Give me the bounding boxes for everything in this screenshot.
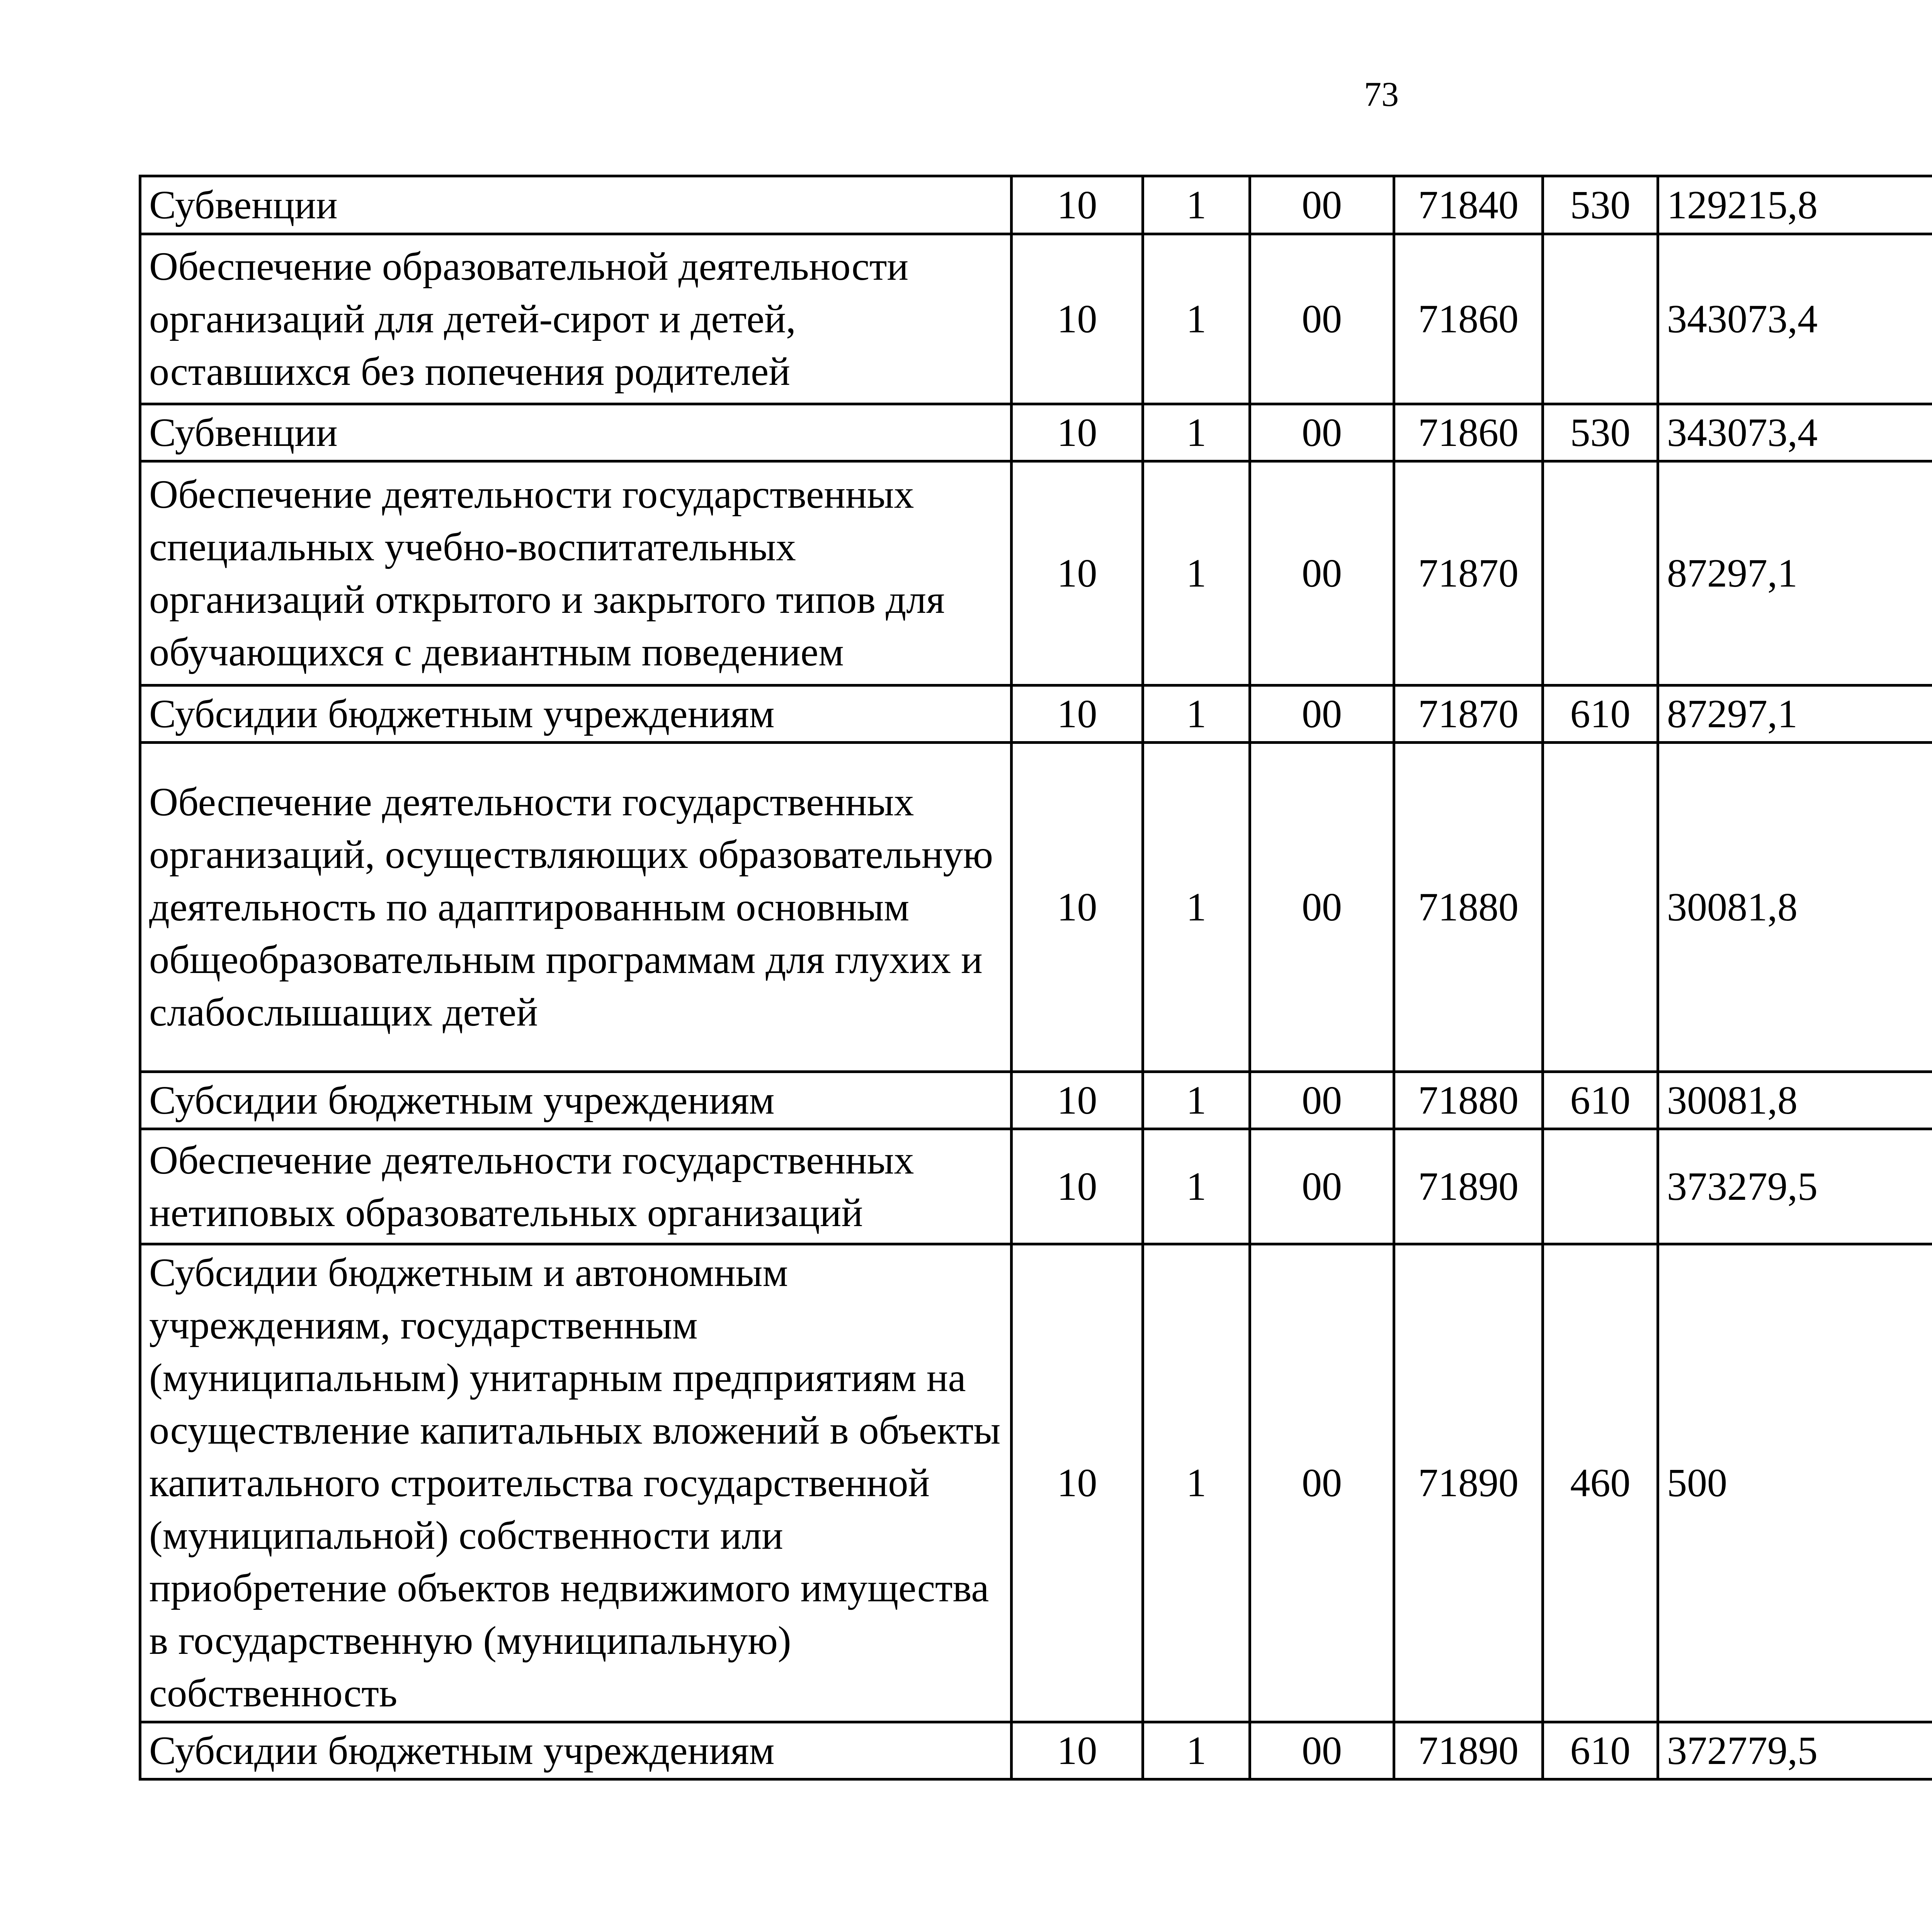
expense-type-code: 530 xyxy=(1543,404,1658,461)
subsection-code: 1 xyxy=(1143,176,1250,234)
section-code: 10 xyxy=(1012,1722,1143,1779)
direction-code: 71870 xyxy=(1394,461,1543,685)
subsection-code: 1 xyxy=(1143,234,1250,404)
direction-code: 71860 xyxy=(1394,234,1543,404)
expense-type-code xyxy=(1543,1129,1658,1244)
row-name: Субсидии бюджетным и автономным учреждениям, государственным (муниципальным) унитарным предприятиям на осуществление капитальных вложений в объекты капитального строительства государственной (муниципальной) собственности или приобретение объектов недвижимого имущества в государственную (муниципальную) собственность xyxy=(140,1244,1012,1722)
program-code: 00 xyxy=(1250,176,1394,234)
program-code: 00 xyxy=(1250,1072,1394,1129)
expense-type-code xyxy=(1543,743,1658,1072)
direction-code: 71860 xyxy=(1394,404,1543,461)
subsection-code: 1 xyxy=(1143,1244,1250,1722)
row-name: Субсидии бюджетным учреждениям xyxy=(140,1072,1012,1129)
program-code: 00 xyxy=(1250,461,1394,685)
subsection-code: 1 xyxy=(1143,685,1250,743)
expense-type-code xyxy=(1543,461,1658,685)
table-row xyxy=(140,234,1932,404)
subsection-code: 1 xyxy=(1143,1722,1250,1779)
table-body xyxy=(140,176,1932,1779)
subsection-code: 1 xyxy=(1143,404,1250,461)
expense-type-code xyxy=(1543,234,1658,404)
row-name: Субвенции xyxy=(140,404,1012,461)
direction-code: 71890 xyxy=(1394,1244,1543,1722)
budget-table xyxy=(139,175,1932,1781)
program-code: 00 xyxy=(1250,1722,1394,1779)
subsection-code: 1 xyxy=(1143,743,1250,1072)
expense-type-code: 530 xyxy=(1543,176,1658,234)
amount-year-1: 87297,1 xyxy=(1658,461,1932,685)
section-code: 10 xyxy=(1012,234,1143,404)
row-name: Субсидии бюджетным учреждениям xyxy=(140,685,1012,743)
section-code: 10 xyxy=(1012,685,1143,743)
program-code: 00 xyxy=(1250,685,1394,743)
table-row xyxy=(140,1072,1932,1129)
section-code: 10 xyxy=(1012,1244,1143,1722)
table-row xyxy=(140,1244,1932,1722)
amount-year-1: 30081,8 xyxy=(1658,1072,1932,1129)
row-name: Обеспечение деятельности государственных нетиповых образовательных организаций xyxy=(140,1129,1012,1244)
section-code: 10 xyxy=(1012,404,1143,461)
program-code: 00 xyxy=(1250,1244,1394,1722)
program-code: 00 xyxy=(1250,743,1394,1072)
page-number: 73 xyxy=(1364,75,1399,114)
amount-year-1: 343073,4 xyxy=(1658,404,1932,461)
subsection-code: 1 xyxy=(1143,461,1250,685)
section-code: 10 xyxy=(1012,743,1143,1072)
direction-code: 71890 xyxy=(1394,1722,1543,1779)
amount-year-1: 30081,8 xyxy=(1658,743,1932,1072)
row-name: Обеспечение деятельности государственных организаций, осуществляющих образовательную деятельность по адаптированным основным общеобразовательным программам для глухих и слабослышащих детей xyxy=(140,743,1012,1072)
direction-code: 71840 xyxy=(1394,176,1543,234)
row-name: Субсидии бюджетным учреждениям xyxy=(140,1722,1012,1779)
row-name: Обеспечение деятельности государственных специальных учебно-воспитательных организаций открытого и закрытого типов для обучающихся с девиантным поведением xyxy=(140,461,1012,685)
expense-type-code: 610 xyxy=(1543,1072,1658,1129)
program-code: 00 xyxy=(1250,1129,1394,1244)
section-code: 10 xyxy=(1012,461,1143,685)
section-code: 10 xyxy=(1012,176,1143,234)
amount-year-1: 129215,8 xyxy=(1658,176,1932,234)
amount-year-1: 500 xyxy=(1658,1244,1932,1722)
expense-type-code: 610 xyxy=(1543,685,1658,743)
row-name: Субвенции xyxy=(140,176,1012,234)
subsection-code: 1 xyxy=(1143,1129,1250,1244)
table-row xyxy=(140,743,1932,1072)
amount-year-1: 372779,5 xyxy=(1658,1722,1932,1779)
amount-year-1: 373279,5 xyxy=(1658,1129,1932,1244)
table-row xyxy=(140,1722,1932,1779)
direction-code: 71870 xyxy=(1394,685,1543,743)
subsection-code: 1 xyxy=(1143,1072,1250,1129)
table-row xyxy=(140,685,1932,743)
direction-code: 71890 xyxy=(1394,1129,1543,1244)
table-row xyxy=(140,176,1932,234)
section-code: 10 xyxy=(1012,1072,1143,1129)
amount-year-1: 343073,4 xyxy=(1658,234,1932,404)
program-code: 00 xyxy=(1250,234,1394,404)
section-code: 10 xyxy=(1012,1129,1143,1244)
direction-code: 71880 xyxy=(1394,743,1543,1072)
direction-code: 71880 xyxy=(1394,1072,1543,1129)
program-code: 00 xyxy=(1250,404,1394,461)
table-row xyxy=(140,461,1932,685)
table-row xyxy=(140,1129,1932,1244)
row-name: Обеспечение образовательной деятельности организаций для детей-сирот и детей, оставшихся без попечения родителей xyxy=(140,234,1012,404)
expense-type-code: 460 xyxy=(1543,1244,1658,1722)
table-row xyxy=(140,404,1932,461)
amount-year-1: 87297,1 xyxy=(1658,685,1932,743)
expense-type-code: 610 xyxy=(1543,1722,1658,1779)
